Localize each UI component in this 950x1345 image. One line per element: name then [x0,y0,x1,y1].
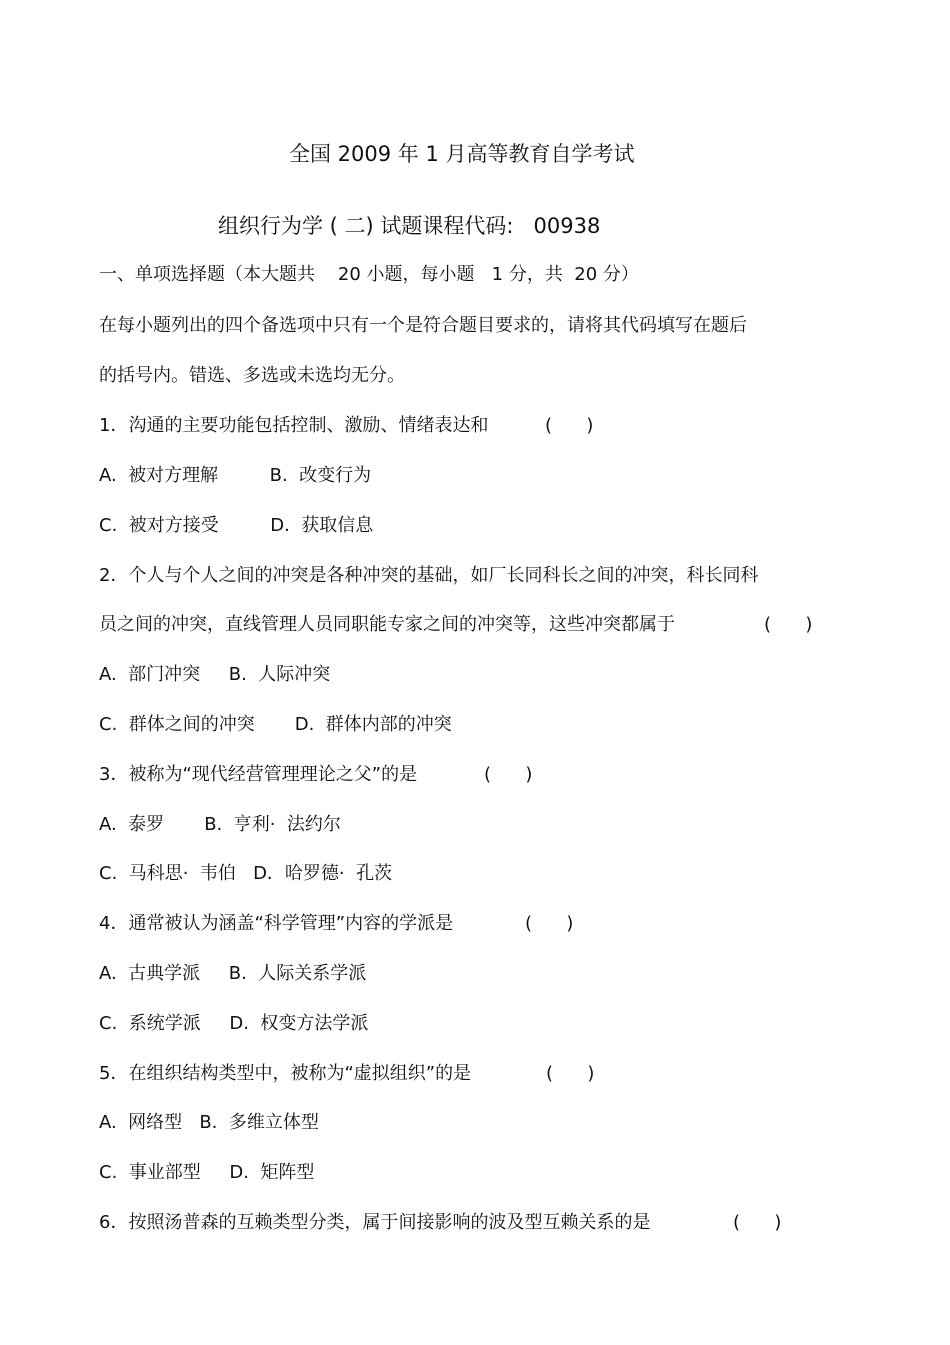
question-stem: 3．被称为“现代经营管理理论之父”的是 [99,764,418,785]
exam-title: 全国 2009 年 1 月高等教育自学考试 [289,142,635,166]
question-options-row: C. 被对方接受 D. 获取信息 [99,515,374,536]
question-options-row: C. 马科思· 韦伯 D．哈罗德· 孔茨 [99,863,393,884]
question-stem: 1．沟通的主要功能包括控制、激励、情绪表达和 [99,415,489,436]
question-options-row: C. 事业部型 D. 矩阵型 [99,1162,315,1183]
question-stem: 4．通常被认为涵盖“科学管理”内容的学派是 [99,913,454,934]
answer-paren: ( ) [733,1212,782,1233]
question-options-row: C. 系统学派 D. 权变方法学派 [99,1013,369,1034]
question-stem: 员之间的冲突，直线管理人员同职能专家之间的冲突等，这些冲突都属于 [99,614,675,635]
answer-paren: ( ) [764,614,813,635]
question-options-row: C. 群体之间的冲突 D. 群体内部的冲突 [99,714,452,735]
answer-paren: ( ) [545,415,594,436]
answer-paren: ( ) [484,764,533,785]
question-options-row: A. 部门冲突 B. 人际冲突 [99,664,331,685]
question-options-row: A. 网络型 B. 多维立体型 [99,1112,319,1133]
section-heading: 一、单项选择题（本大题共 20 小题，每小题 1 分，共 20 分） [99,264,639,285]
question-stem: 6．按照汤普森的互赖类型分类，属于间接影响的波及型互赖关系的是 [99,1212,651,1233]
section-instruction-line1: 在每小题列出的四个备选项中只有一个是符合题目要求的，请将其代码填写在题后 [99,315,747,336]
question-stem: 2．个人与个人之间的冲突是各种冲突的基础，如厂长同科长之间的冲突，科长同科 [99,565,759,586]
answer-paren: ( ) [546,1063,595,1084]
section-instruction-line2: 的括号内。错选、多选或未选均无分。 [99,365,405,386]
answer-paren: ( ) [525,913,574,934]
question-options-row: A. 被对方理解 B. 改变行为 [99,465,372,486]
exam-subtitle: 组织行为学 ( 二) 试题课程代码: 00938 [218,214,601,238]
question-stem: 5．在组织结构类型中，被称为“虚拟组织”的是 [99,1063,472,1084]
question-options-row: A. 泰罗 B. 亨利· 法约尔 [99,814,341,835]
question-options-row: A. 古典学派 B. 人际关系学派 [99,963,367,984]
